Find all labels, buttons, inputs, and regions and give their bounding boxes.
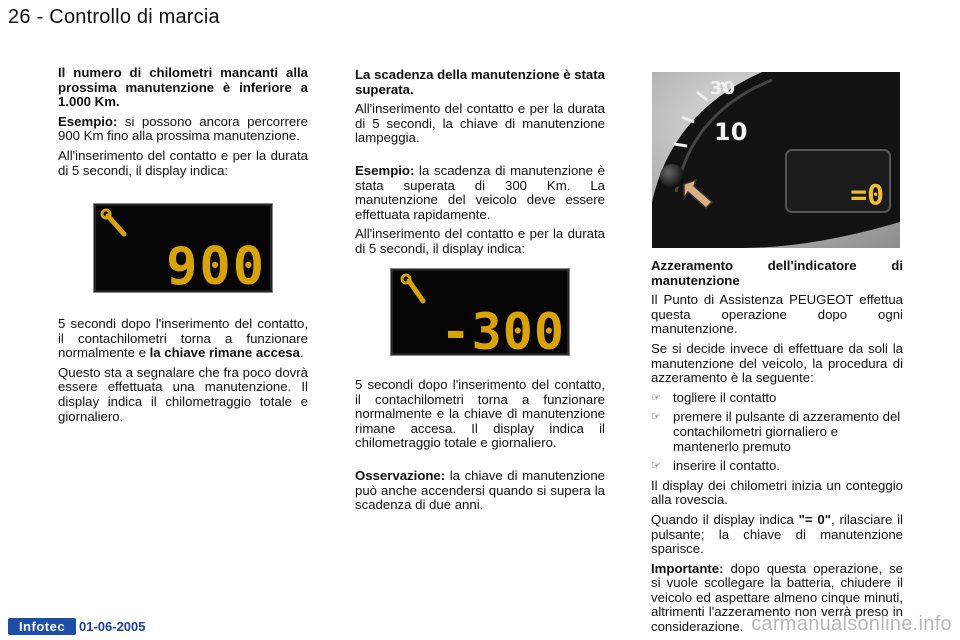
column-2-after <box>355 378 605 518</box>
column-3 <box>651 259 903 640</box>
list-item <box>651 410 903 454</box>
lcd-300-value: -300 <box>440 303 565 355</box>
col2-note-label: Osservazione: <box>355 467 446 483</box>
page-title: Controllo di marcia <box>49 6 220 28</box>
col3-p4 <box>651 513 903 557</box>
col3-important-text: dopo questa operazione, se si vuole scollegare la batteria, chiudere il veicolo ed aspettare almeno cinque minuti, altrimenti l'azzeramento non verrà preso in considerazione. <box>651 560 903 635</box>
col3-p4-start: Quando il display indica <box>651 511 799 527</box>
col3-p4-end: , rilasciare il pulsante; la chiave di manutenzione sparisce. <box>651 511 903 557</box>
lcd-display-minus-300 <box>390 268 570 356</box>
list-item <box>651 459 903 474</box>
col1-signal: Questo sta a segnalare che fra poco dovrà essere effettuata una manutenzione. Il display indica il chilometraggio totale e giornaliero. <box>58 364 308 424</box>
col1-after-text: 5 secondi dopo l'inserimento del contatto, il contachilometri torna a funzionare normalmente e <box>58 316 308 361</box>
col2-heading: La scadenza della manutenzione è stata superata. <box>355 67 605 97</box>
col1-example <box>58 115 308 144</box>
col2-example <box>355 164 605 222</box>
list-item-text: togliere il contatto <box>673 389 777 405</box>
page-number: 26 <box>8 6 31 28</box>
col2-intro: All'inserimento del contatto e per la durata di 5 secondi, la chiave di manutenzione lampeggia. <box>355 101 605 146</box>
col2-display-intro: All'inserimento del contatto e per la durata di 5 secondi, il display indica: <box>355 226 605 256</box>
gauge-label-10: 10 <box>714 118 748 146</box>
footer-date: 01-06-2005 <box>79 619 146 634</box>
col1-heading: Il numero di chilometri mancanti alla prossima manutenzione è inferiore a 1.000 Km. <box>58 65 308 110</box>
col2-example-text: la scadenza di manutenzione è stata superata di 300 Km. La manutenzione del veicolo deve essere effettuata rapidamente. <box>355 162 605 222</box>
col3-heading: Azzeramento dell'indicatore di manutenzione <box>651 258 903 288</box>
col2-example-label: Esempio: <box>355 162 415 178</box>
header-separator: - <box>36 6 44 28</box>
col3-p2: Se si decide invece di effettuare da soli la manutenzione del veicolo, la procedura di azzeramento è la seguente: <box>651 340 903 386</box>
lcd-display-900 <box>93 203 273 293</box>
col1-display-intro: All'inserimento del contatto e per la durata di 5 secondi, il display indica: <box>58 147 308 178</box>
list-item <box>651 391 903 406</box>
col2-after-display: 5 secondi dopo l'inserimento del contatto, il contachilometri torna a funzionare normalmente e la chiave di manutenzione rimane accesa. Il display indica il chilometraggio totale e giornaliero. <box>355 377 605 451</box>
wrench-icon <box>402 275 423 301</box>
infotec-badge: Infotec <box>8 618 76 635</box>
column-1 <box>58 66 308 183</box>
column-2 <box>355 68 605 262</box>
col1-after-bold: la chiave rimane accesa <box>149 345 300 361</box>
photo-display-value: =0 <box>850 178 884 211</box>
lcd-900-graphic <box>94 204 272 292</box>
col1-after-display <box>58 317 308 361</box>
lcd-900-value: 900 <box>166 237 266 292</box>
gauge-label-30: 30 <box>710 78 736 99</box>
col3-p1: Il Punto di Assistenza PEUGEOT effettua questa operazione dopo ogni manutenzione. <box>651 292 903 337</box>
col2-note <box>355 469 605 513</box>
col3-p4-bold: "= 0" <box>798 511 832 527</box>
col3-important-label: Importante: <box>651 560 724 576</box>
pointing-hand-icon: ☞ <box>651 460 661 473</box>
col1-example-text: si possono ancora percorrere 900 Km fino alla prossima manutenzione. <box>58 113 308 144</box>
watermark: carmanualsonline.info <box>751 613 952 635</box>
col1-after-end: . <box>299 345 304 361</box>
list-item-text: inserire il contatto. <box>673 458 781 474</box>
col1-example-label: Esempio: <box>58 113 118 129</box>
instrument-cluster-photo <box>652 72 900 248</box>
column-1-after <box>58 317 308 429</box>
col3-p3: Il display dei chilometri inizia un conteggio alla rovescia. <box>651 477 903 508</box>
lcd-300-graphic <box>391 269 569 355</box>
list-item-text: premere il pulsante di azzeramento del contachilometri giornaliero e mantenerlo premuto <box>673 409 901 454</box>
page-header <box>8 6 220 29</box>
reset-button <box>660 164 684 188</box>
pointing-hand-icon: ☞ <box>651 411 661 424</box>
wrench-icon <box>102 210 124 234</box>
instrument-cluster-graphic <box>652 72 900 248</box>
col2-note-text: la chiave di manutenzione può anche accendersi quando si supera la scadenza di due anni. <box>355 467 605 513</box>
pointing-hand-icon: ☞ <box>651 391 661 404</box>
